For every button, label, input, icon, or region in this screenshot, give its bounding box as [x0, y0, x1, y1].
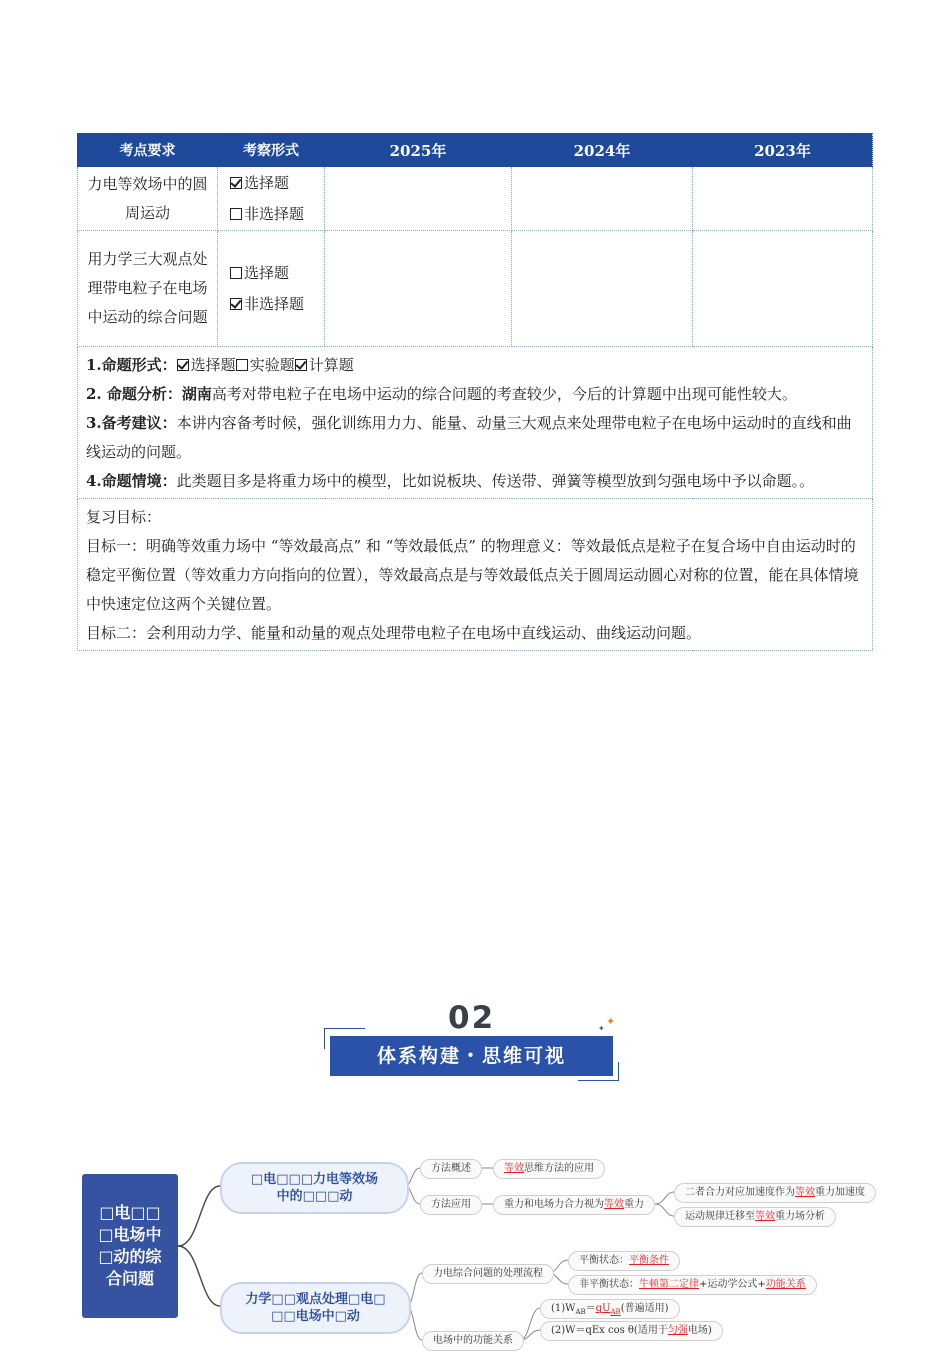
mindmap-branch-2: 力学□□观点处理□电□ □□电场中□动 — [220, 1282, 411, 1334]
header-form: 考察形式 — [218, 134, 325, 167]
goal-2: 目标二：会利用动力学、能量和动量的观点处理带电粒子在电场中直线运动、曲线运动问题。 — [86, 624, 702, 642]
node-apply-leaf-1: 二者合力对应加速度作为等效重力加速度 — [674, 1183, 876, 1203]
node-formula-2: (2)W＝qEx cos θ(适用于匀强电场) — [540, 1321, 723, 1341]
analysis-line-1: 1.命题形式： 选择题 实验题 计算题 — [86, 356, 354, 374]
section-title-banner: 体系构建・思维可视 — [330, 1036, 613, 1076]
node-method-apply: 方法应用 — [420, 1195, 482, 1215]
node-method-overview: 方法概述 — [420, 1159, 482, 1179]
option-label: 非选择题 — [244, 204, 305, 223]
node-formula-1: $(1)W_{AB}=qU_{AB}$(普遍适用) — [540, 1299, 680, 1319]
analysis-line-4: 4.命题情境：此类题目多是将重力场中的模型，比如说板块、传送带、弹簧等模型放到匀强电场中予以命题。。 — [86, 472, 815, 490]
node-apply-detail: 重力和电场力合力视为等效重力 — [493, 1195, 655, 1215]
node-balance: 平衡状态：平衡条件 — [568, 1251, 680, 1271]
row2-requirement: 用力学三大观点处理带电粒子在电场中运动的综合问题 — [78, 231, 218, 347]
sparkle-icon: ✦ — [606, 1015, 616, 1028]
node-process-flow: 力电综合问题的处理流程 — [422, 1264, 554, 1284]
option-label: 选择题 — [244, 263, 290, 282]
goals-title: 复习目标： — [86, 508, 162, 526]
header-2024: 2024年 — [512, 134, 693, 167]
node-non-balance: 非平衡状态：牛顿第二定律+运动学公式+功能关系 — [568, 1275, 817, 1295]
row1-requirement: 力电等效场中的圆周运动 — [78, 167, 218, 231]
sparkle-icon: ✦ — [598, 1024, 605, 1033]
node-energy-relation: 电场中的功能关系 — [422, 1331, 524, 1351]
node-overview-detail: 等效思维方法的应用 — [493, 1159, 605, 1179]
mindmap-root: □电□□ □电场中 □动的综 合问题 — [82, 1174, 178, 1318]
header-2023: 2023年 — [693, 134, 873, 167]
mindmap-branch-1: □电□□□力电等效场 中的□□□动 — [220, 1162, 409, 1214]
analysis-line-2: 2. 命题分析：湖南高考对带电粒子在电场中运动的综合问题的考查较少，今后的计算题中出现可能性较大。 — [86, 385, 797, 403]
option-label: 选择题 — [244, 173, 290, 192]
node-apply-leaf-2: 运动规律迁移至等效重力场分析 — [674, 1207, 836, 1227]
goal-1: 目标一：明确等效重力场中 “等效最高点” 和 “等效最低点” 的物理意义：等效最低点是粒子在复合场中自由运动时的稳定平衡位置（等效重力方向指向的位置），等效最高点是与等效最低点关于圆周运动圆心对称的位置，能在具体情境中快速定位这两个关键位置。 — [86, 537, 859, 613]
analysis-line-3: 3.备考建议：本讲内容备考时候，强化训练用力力、能量、动量三大观点来处理带电粒子在电场中运动时的直线和曲线运动的问题。 — [86, 414, 852, 461]
option-label: 非选择题 — [244, 294, 305, 313]
header-requirement: 考点要求 — [78, 134, 218, 167]
section-number: 02 — [448, 1000, 496, 1036]
header-2025: 2025年 — [325, 134, 512, 167]
